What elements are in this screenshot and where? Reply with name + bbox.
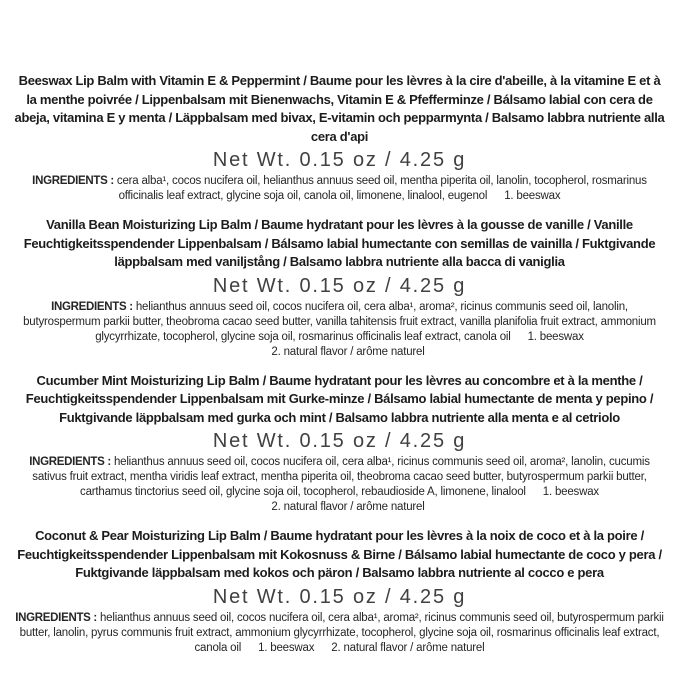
product-section-coconut-pear [12,527,667,656]
footnote-natural-flavor: 2. natural flavor / arôme naturel [271,501,425,513]
product-title: Vanilla Bean Moisturizing Lip Balm / Baume hydratant pour les lèvres à la gousse de vanille / Vanille Feuchtigkeitsspendender Lippenbalsam / Bálsamo labial humectante con semillas de vainilla / Fuktgivande läppbalsam med vaniljstång / Balsamo labbra nutriente alla bacca di vaniglia [23,217,656,269]
ingredients-paragraph [12,611,667,656]
footnote-beeswax: 1. beeswax [504,190,561,202]
footnote-beeswax: 1. beeswax [542,486,599,498]
footnote-beeswax: 1. beeswax [527,330,584,343]
ingredients-text: helianthus annuus seed oil, cocos nucifera oil, cera alba¹, ricinus communis seed oil, aroma², lanolin, cucumis sativus fruit extract, mentha viridis leaf extract, mentha piperita oil, theobroma cacao seed butter, butyrospermum parkii butter, carthamus tinctorius seed oil, glycine soja oil, tocopherol, rebaudioside A, limonene, linalool [32,456,650,498]
ingredients-label: INGREDIENTS : [15,611,97,624]
product-section-vanilla-bean [12,216,667,360]
ingredients-paragraph [12,455,667,515]
net-weight: Net Wt. 0.15 oz / 4.25 g [212,585,467,608]
ingredients-paragraph [12,174,667,204]
product-title: Coconut & Pear Moisturizing Lip Balm / Baume hydratant pour les lèvres à la noix de coco et à la poire / Feuchtigkeitsspendender Lippenbalsam mit Kokosnuss & Birne / Bálsamo labial humectante de coco y pera / Fuktgivande läppbalsam med kokos och päron / Balsamo labbra nutriente al cocco e pera [17,528,662,580]
product-title: Beeswax Lip Balm with Vitamin E & Peppermint / Baume pour les lèvres à la cire d'abeille, à la vitamine E et à la menthe poivrée / Lippenbalsam mit Bienenwachs, Vitamin E & Pfefferminze / Bálsamo labial con cera de abeja, vitamina E y menta / Läppbalsam med bivax, E-vitamin och pepparmynta / Balsamo labbra nutriente alla cera d'api [14,73,665,144]
net-weight: Net Wt. 0.15 oz / 4.25 g [212,430,467,452]
ingredients-label: INGREDIENTS : [32,175,114,187]
footnote-natural-flavor: 2. natural flavor / arôme naturel [271,345,425,358]
ingredients-text: helianthus annuus seed oil, cocos nucifera oil, cera alba¹, aroma², ricinus communis seed oil, lanolin, butyrospermum parkii butter, theobroma cacao seed butter, vanilla tahitensis fruit extract, vanilla planifolia fruit extract, ammonium glycyrrhizate, tocopherol, glycine soja oil, rosmarinus officinalis leaf extract, canola oil [23,300,656,343]
net-weight: Net Wt. 0.15 oz / 4.25 g [212,149,467,171]
ingredients-paragraph [12,300,667,360]
ingredients-text: helianthus annuus seed oil, cocos nucifera oil, cera alba¹, aroma², ricinus communis seed oil, butyrospermum parkii butter, lanolin, pyrus communis fruit extract, ammonium glycyrrhizate, tocopherol, glycine soja oil, rosmarinus officinalis leaf extract, canola oil [19,611,664,654]
ingredients-label: INGREDIENTS : [29,456,111,468]
footnote-natural-flavor: 2. natural flavor / arôme naturel [331,641,485,654]
ingredients-text: cera alba¹, cocos nucifera oil, helianthus annuus seed oil, mentha piperita oil, lanolin, tocopherol, rosmarinus officinalis leaf extract, glycine soja oil, canola oil, limonene, linalool, eugenol [116,175,647,202]
product-section-cucumber-mint [12,372,667,516]
product-section-beeswax-peppermint [12,72,667,204]
footnote-beeswax: 1. beeswax [258,641,315,654]
product-title: Cucumber Mint Moisturizing Lip Balm / Baume hydratant pour les lèvres au concombre et à la menthe / Feuchtigkeitsspendender Lippenbalsam mit Gurke-minze / Bálsamo labial humectante de menta y pepino / Fuktgivande läppbalsam med gurka och mint / Balsamo labbra nutriente alla menta e al cetriolo [25,372,654,425]
ingredients-label: INGREDIENTS : [51,300,133,313]
net-weight: Net Wt. 0.15 oz / 4.25 g [212,274,467,297]
